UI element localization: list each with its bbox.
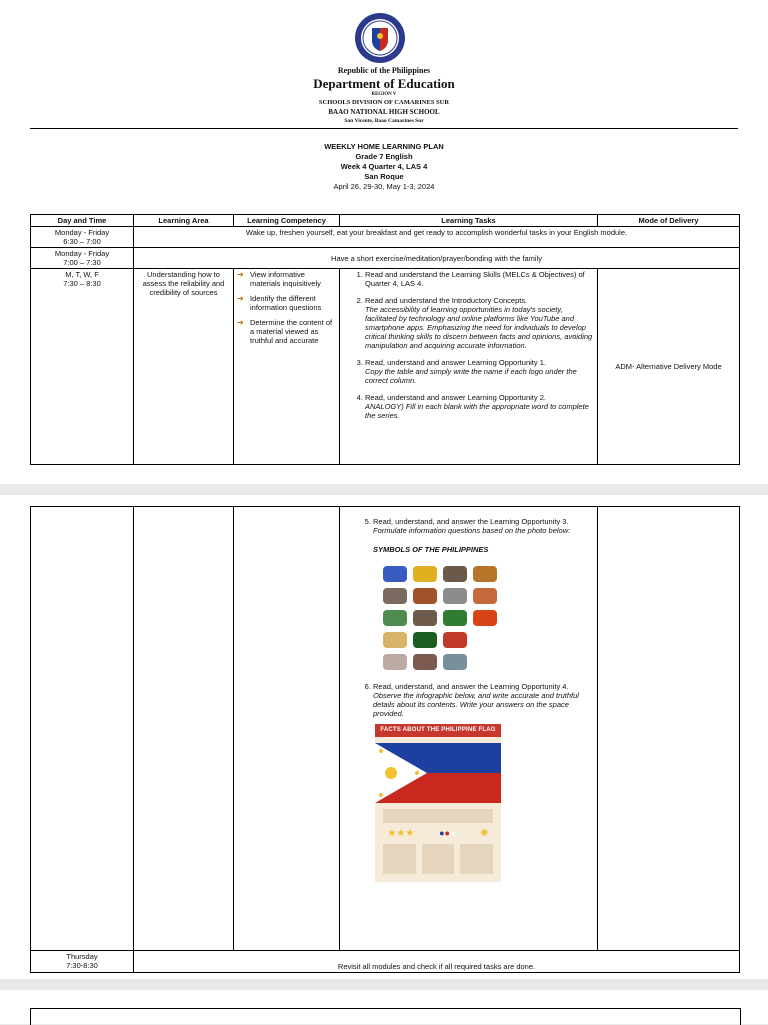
list-item: ➜ View informative materials inquisitively — [237, 270, 321, 288]
tasks-cell — [340, 269, 598, 465]
blank-icon — [473, 632, 497, 648]
flag-icon — [383, 566, 407, 582]
page-2 — [0, 495, 768, 979]
deped-seal-icon — [354, 12, 406, 64]
jeepney-icon — [413, 588, 437, 604]
row-day-time: M, T, W, F 7:30 – 8:30 — [31, 269, 134, 465]
eagle-icon — [383, 588, 407, 604]
sampaguita-icon — [383, 610, 407, 626]
color-dots-icon: ●●● — [439, 828, 456, 838]
row-activity: Revisit all modules and check if all required tasks are done. — [134, 951, 740, 973]
arrow-bullet-icon: ➜ — [237, 270, 244, 279]
task-item: 2. Read and understand the Introductory Concepts. The accessibility of learning opportunities in today's society, facilitated by technology and online platforms like YouTube and smartphone apps. Emphasizing the need for individuals to develop critical thinking skills to discern between facts and opinions, avoiding manipulation and acquiring accurate information. — [365, 296, 594, 350]
mode-of-delivery-cell: ADM- Alternative Delivery Mode — [598, 269, 740, 465]
page-3 — [0, 990, 768, 1024]
star-icon: ★★★ — [387, 828, 415, 839]
empty-cell — [134, 507, 234, 951]
row-activity: Wake up, freshen yourself, eat your breakfast and get ready to accomplish wonderful tasks in your English module. — [134, 227, 740, 248]
dance-icon — [473, 588, 497, 604]
header-mode-of-delivery: Mode of Delivery — [598, 215, 740, 227]
school-name: BAAO NATIONAL HIGH SCHOOL — [328, 108, 440, 116]
infographic-title: FACTS ABOUT THE PHILIPPINE FLAG — [375, 724, 501, 737]
sun-icon: ✺ — [480, 828, 489, 839]
next-table-top — [30, 1008, 741, 1025]
learning-area-cell: Understanding how to assess the reliability and credibility of sources — [134, 269, 234, 465]
row-day-time: Monday - Friday 6:30 – 7:00 — [31, 227, 134, 248]
task-item: 3. Read, understand and answer Learning Opportunity 1. Copy the table and simply write the name if each logo under the correct column. — [365, 358, 594, 385]
plan-week: Week 4 Quarter 4, LAS 4 — [340, 162, 428, 171]
region-line: REGION V — [371, 92, 397, 97]
header-rule — [30, 128, 738, 129]
header-learning-area: Learning Area — [134, 215, 234, 227]
row-day-time: Monday - Friday 7:00 – 7:30 — [31, 248, 134, 269]
empty-cell — [31, 507, 134, 951]
header-learning-competency: Learning Competency — [234, 215, 340, 227]
plan-place: San Roque — [364, 172, 404, 181]
nipa-hut-icon — [473, 566, 497, 582]
learning-plan-table-continued — [30, 506, 740, 973]
empty-cell — [598, 507, 740, 951]
dancer-icon — [413, 654, 437, 670]
infographic-columns — [383, 844, 493, 874]
school-address: San Vicente, Baao Camarines Sur — [344, 118, 424, 124]
tasks-cell — [340, 507, 598, 951]
empty-cell — [234, 507, 340, 951]
task-item: 5. Read, understand, and answer the Learning Opportunity 3. Formulate information questions based on the photo below: SYMBOLS OF THE PHILIPPINES — [373, 517, 594, 674]
symbols-image — [379, 562, 507, 674]
plan-title: WEEKLY HOME LEARNING PLAN — [324, 142, 444, 151]
narra-tree-icon — [443, 610, 467, 626]
fruit-icon — [473, 610, 497, 626]
costume-icon — [383, 632, 407, 648]
table-row — [31, 227, 740, 248]
mango-icon — [413, 566, 437, 582]
arrow-bullet-icon: ➜ — [237, 294, 244, 303]
competency-cell — [234, 269, 340, 465]
carabao-icon — [443, 566, 467, 582]
list-item: ➜ Determine the content of a material viewed as truthful and accurate — [237, 318, 333, 345]
table-row — [31, 248, 740, 269]
list-item: ➜ Identify the different information questions — [237, 294, 322, 312]
hero-icon — [413, 610, 437, 626]
task-item: 6. Read, understand, and answer the Learning Opportunity 4. Observe the infographic below, and write accurate and truthful details about its contents. Write your answers on the space provided. FACTS ABOUT THE PHILIPPINE FLAG ★★★ ●●● ✺ — [373, 682, 594, 882]
republic-line: Republic of the Philippines — [337, 66, 431, 75]
division-line: SCHOOLS DIVISION OF CAMARINES SUR — [318, 99, 450, 106]
header-learning-tasks: Learning Tasks — [340, 215, 598, 227]
department-name: Department of Education — [313, 76, 455, 91]
costume-icon — [383, 654, 407, 670]
symbols-label: SYMBOLS OF THE PHILIPPINES — [373, 545, 489, 554]
flag-infographic — [375, 724, 501, 882]
table-row — [31, 507, 740, 951]
seal-icon — [443, 632, 467, 648]
plan-grade: Grade 7 English — [355, 152, 413, 161]
anahaw-icon — [413, 632, 437, 648]
task-item: 4. Read, understand and answer Learning Opportunity 2. ANALOGY) Fill in each blank with the appropriate word to complete the series. — [365, 393, 594, 420]
table-row — [31, 951, 740, 973]
task-item: 1. Read and understand the Learning Skills (MELCs & Objectives) of Quarter 4, LAS 4. — [365, 270, 594, 288]
header-day-time: Day and Time — [31, 215, 134, 227]
row-activity: Have a short exercise/meditation/prayer/bonding with the family — [134, 248, 740, 269]
costume-icon — [443, 588, 467, 604]
philippine-flag-icon — [375, 743, 501, 803]
plan-title-block — [0, 142, 768, 192]
row-day-time: Thursday 7:30-8:30 — [31, 951, 134, 973]
plan-dates: April 26, 29-30, May 1-3, 2024 — [333, 182, 435, 191]
table-row — [31, 269, 740, 465]
table-header-row — [31, 215, 740, 227]
infographic-sections — [375, 829, 501, 838]
fish-icon — [443, 654, 467, 670]
infographic-text-block — [383, 809, 493, 823]
arrow-bullet-icon: ➜ — [237, 318, 244, 327]
learning-plan-table — [30, 214, 740, 465]
page-1 — [0, 0, 768, 484]
